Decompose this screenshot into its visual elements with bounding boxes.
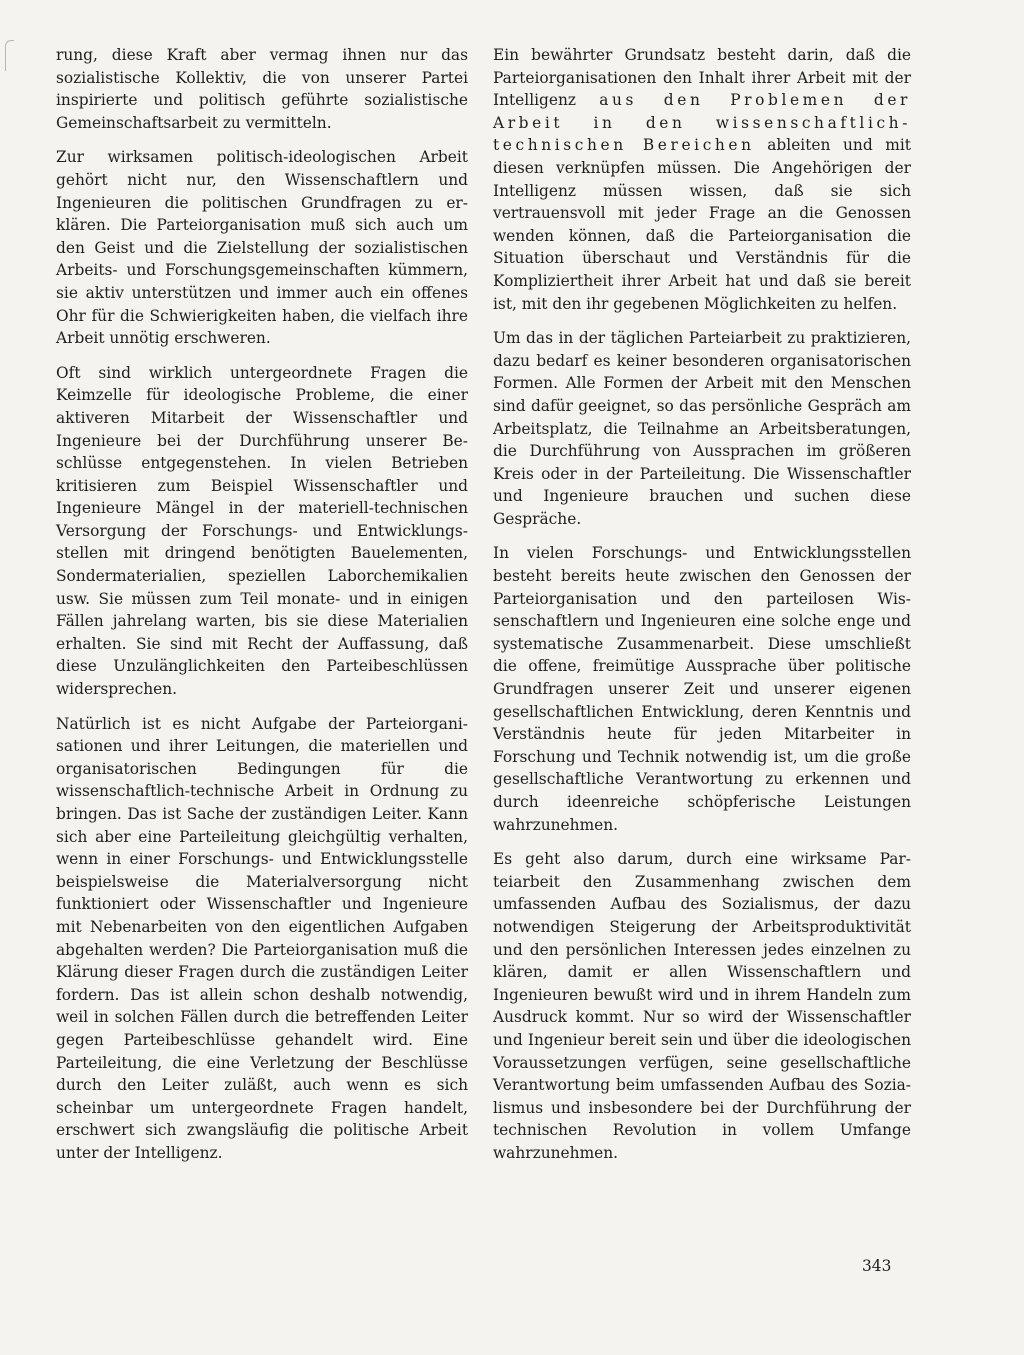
paragraph-text: Ein bewährter Grundsatz besteht darin, daß die Parteiorganisationen den Inhalt ihrer Arbeit mit der Intelligenz	[493, 46, 911, 110]
paragraph: Oft sind wirklich untergeordnete Fragen die Keimzelle für ideologische Probleme, die einer aktiveren Mitarbeit der Wissenschaftler und Ingenieure bei der Durchführung unserer Beschlüsse entgegenstehen. In vielen Betrieben kritisieren zum Beispiel Wissenschaftler und Ingenieure Mängel in der materiell-technischen Versorgung der Forschungs- und Entwicklungsstellen mit dringend benötigten Bauelementen, Sondermaterialien, speziellen Laborchemikalien usw. Sie müssen zum Teil monate- und in einigen Fällen jahrelang warten, bis sie diese Materialien erhalten. Sie sind mit Recht der Auffassung, daß diese Unzulänglichkeiten den Parteibeschlüssen widersprechen.	[56, 363, 468, 699]
page-number: 343	[862, 1257, 892, 1275]
margin-mark	[5, 40, 14, 71]
paragraph: rung, diese Kraft aber vermag ihnen nur das sozialistische Kollektiv, die von unserer Partei inspirierte und politisch geführte sozialistische Gemeinschaftsarbeit zu vermitteln.	[56, 46, 468, 132]
paragraph	[493, 44, 911, 315]
paragraph: In vielen Forschungs- und Entwicklungsstellen besteht bereits heute zwischen den Genossen der Parteiorganisation und den parteilosen Wissenschaftlern und Ingenieuren eine solche enge und systematische Zusammenarbeit. Diese umschließt die offene, freimütige Aussprache über politische Grundfragen unserer Zeit und unserer eigenen gesellschaftlichen Entwicklung, deren Kenntnis und Verständnis heute für jeden Mitarbeiter in Forschung und Technik notwendig ist, um die große gesellschaftliche Verantwortung zu erkennen und durch ideenreiche schöpferische Leistungen wahrzunehmen.	[493, 544, 911, 834]
paragraph: Zur wirksamen politisch-ideologischen Arbeit gehört nicht nur, den Wissenschaftlern und Ingenieuren die politischen Grundfragen zu erklären. Die Parteiorganisation muß sich auch um den Geist und die Zielstellung der sozialistischen Arbeits- und Forschungsgemeinschaften kümmern, sie aktiv unterstützen und immer auch ein offenes Ohr für die Schwierigkeiten haben, die vielfach ihre Arbeit unnötig erschweren.	[56, 148, 468, 348]
paragraph: Natürlich ist es nicht Aufgabe der Parteiorganisationen und ihrer Leitungen, die materiellen und organisatorischen Bedingungen für die wissenschaftlich-technische Arbeit in Ordnung zu bringen. Das ist Sache der zuständigen Leiter. Kann sich aber eine Parteileitung gleichgültig verhalten, wenn in einer Forschungs- und Entwicklungsstelle beispielsweise die Materialversorgung nicht funktioniert oder Wissenschaftler und Ingenieure mit Nebenarbeiten von den eigentlichen Aufgaben abgehalten werden? Die Parteiorganisation muß die Klärung dieser Fragen durch die zuständigen Leiter fordern. Das ist allein schon deshalb notwendig, weil in solchen Fällen durch die betreffenden Leiter gegen Parteibeschlüsse gehandelt wird. Eine Parteileitung, die eine Verletzung der Beschlüsse durch den Leiter zuläßt, auch wenn es sich scheinbar um untergeordnete Fragen handelt, erschwert sich zwangsläufig die politische Arbeit unter der Intelligenz.	[56, 714, 468, 1162]
emphasized-text: aus den Problemen der Arbeit in den wissenschaftlich-technischen Bereichen	[493, 91, 911, 155]
paragraph: Es geht also darum, durch eine wirksame Parteiarbeit den Zusammenhang zwischen dem umfassenden Aufbau des Sozialismus, der dazu notwendigen Steigerung der Arbeitsproduktivität und den persönlichen Interessen jedes einzelnen zu klären, damit er allen Wissenschaftlern und Ingenieuren bewußt wird und in ihrem Handeln zum Ausdruck kommt. Nur so wird der Wissenschaftler und Ingenieur bereit sein und über die ideologischen Voraussetzungen verfügen, seine gesellschaftliche Verantwortung beim umfassenden Aufbau des Sozialismus und insbesondere bei der Durchführung der technischen Revolution in vollem Umfange wahrzunehmen.	[493, 850, 911, 1162]
right-column	[493, 44, 911, 1177]
paragraph: Um das in der täglichen Parteiarbeit zu praktizieren, dazu bedarf es keiner besonderen organisatorischen Formen. Alle Formen der Arbeit mit den Menschen sind dafür geeignet, so das persönliche Gespräch am Arbeitsplatz, die Teilnahme an Arbeitsberatungen, die Durchführung von Aussprachen im größeren Kreis oder in der Parteileitung. Die Wissenschaftler und Ingenieure brauchen und suchen diese Gespräche.	[493, 329, 911, 528]
paragraph-text: ableiten und mit diesen verknüpfen müssen. Die Angehörigen der Intelligenz müssen wissen, daß sie sich vertrauensvoll mit jeder Frage an die Genossen wenden können, daß die Parteiorganisation die Situation überschaut und Verständnis für die Kompliziertheit ihrer Arbeit hat und daß sie bereit ist, mit den ihr gegebenen Möglichkeiten zu helfen.	[493, 136, 911, 313]
left-column	[56, 44, 468, 1177]
